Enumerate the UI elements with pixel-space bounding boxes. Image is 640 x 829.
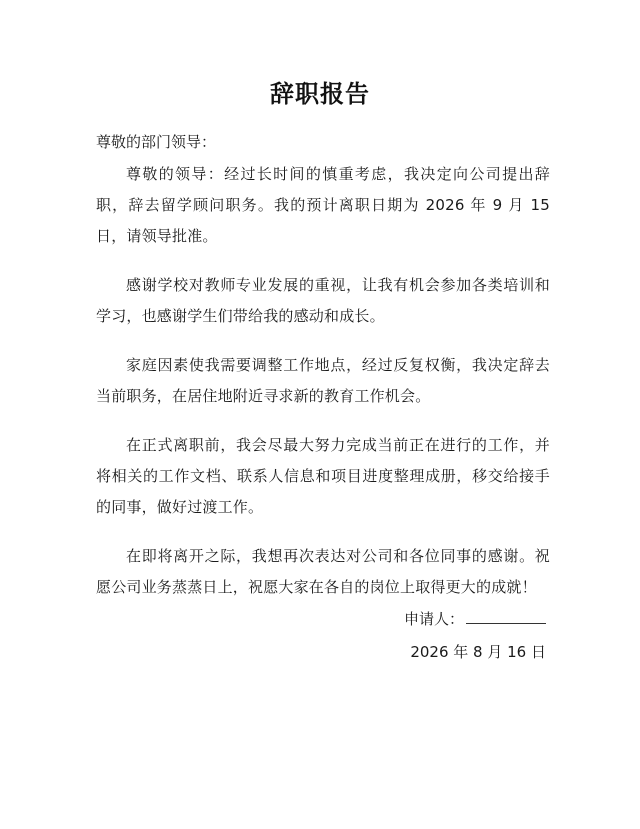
salutation: 尊敬的部门领导： (96, 133, 217, 151)
letter-body (96, 159, 550, 621)
signature-line (466, 609, 546, 624)
paragraph-1: 尊敬的领导：经过长时间的慎重考虑，我决定向公司提出辞职，辞去留学顾问职务。我的预计离职日期为 2026 年 9 月 15 日，请领导批准。 (96, 165, 550, 245)
paragraph-5: 在即将离开之际，我想再次表达对公司和各位同事的感谢。祝愿公司业务蒸蒸日上，祝愿大家在各自的岗位上取得更大的成就！ (96, 547, 550, 596)
signature-block (404, 608, 546, 630)
paragraph-2: 感谢学校对教师专业发展的重视，让我有机会参加各类培训和学习，也感谢学生们带给我的感动和成长。 (96, 276, 550, 325)
paragraph-3: 家庭因素使我需要调整工作地点，经过反复权衡，我决定辞去当前职务，在居住地附近寻求新的教育工作机会。 (96, 356, 550, 405)
letter-date: 2026 年 8 月 16 日 (410, 643, 546, 661)
document-title: 辞职报告 (270, 80, 370, 108)
paragraph-4: 在正式离职前，我会尽最大努力完成当前正在进行的工作，并将相关的工作文档、联系人信息和项目进度整理成册，移交给接手的同事，做好过渡工作。 (96, 436, 550, 516)
signature-label: 申请人： (403, 610, 464, 628)
